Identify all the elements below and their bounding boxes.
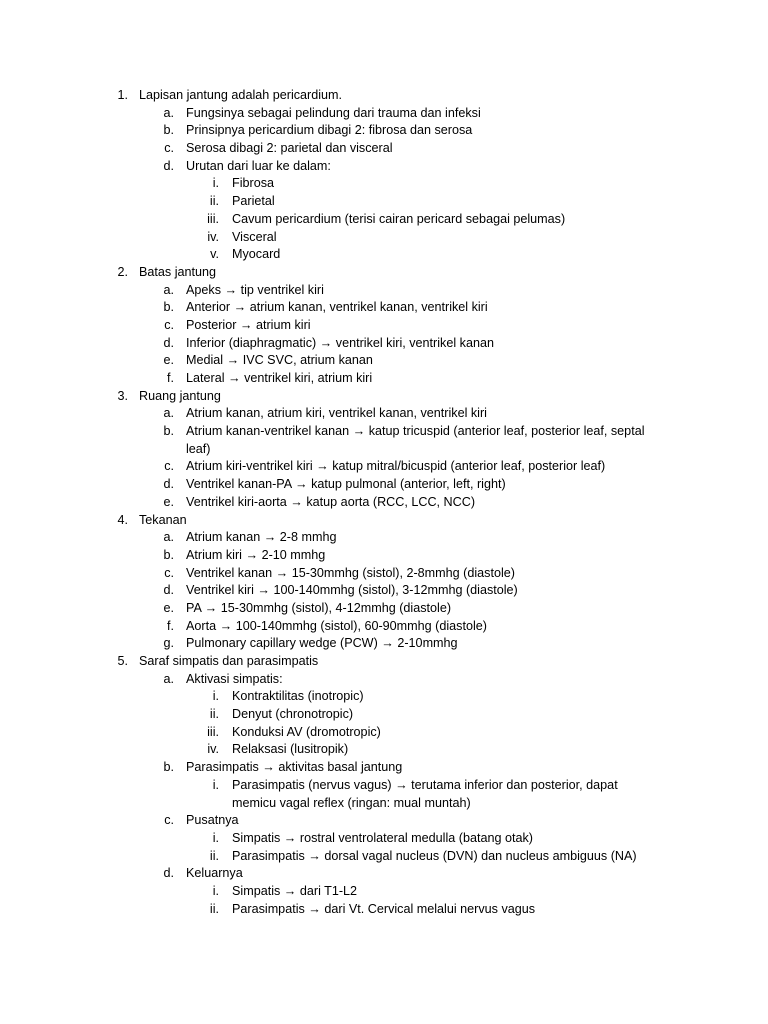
list-item-text: Myocard xyxy=(232,247,281,262)
list-marker: c. xyxy=(164,565,174,580)
list-item-text: Prinsipnya pericardium dibagi 2: fibrosa dan serosa xyxy=(186,123,473,138)
list-marker: d. xyxy=(163,477,174,492)
list-item-text: Ventrikel kanan → 15-30mmhg (sistol), 2-8mmhg (diastole) xyxy=(186,565,515,580)
list-item-text: Atrium kiri-ventrikel kiri → katup mitral/bicuspid (anterior leaf, posterior leaf) xyxy=(186,459,606,474)
list-item-text: Ruang jantung xyxy=(139,388,221,403)
list-marker: c. xyxy=(164,317,174,332)
list-item xyxy=(0,830,768,848)
list-marker: i. xyxy=(212,176,219,191)
list-marker: 2. xyxy=(117,264,128,279)
list-marker: b. xyxy=(163,547,174,562)
list-item-text: Lateral → ventrikel kiri, atrium kiri xyxy=(186,371,373,385)
list-item-text: Pusatnya xyxy=(186,813,239,828)
list-marker: iii. xyxy=(207,211,219,226)
list-item-text: Aorta → 100-140mmhg (sistol), 60-90mmhg (diastole) xyxy=(186,618,487,633)
list-marker: e. xyxy=(163,494,174,509)
list-item-text: Inferior (diaphragmatic) → ventrikel kiri, ventrikel kanan xyxy=(186,335,494,350)
list-item-text: Aktivasi simpatis: xyxy=(186,671,283,686)
list-item-text: Tekanan xyxy=(139,512,187,527)
list-item-text: Cavum pericardium (terisi cairan pericard sebagai pelumas) xyxy=(232,211,566,226)
list-item-text: Atrium kanan → 2-8 mmhg xyxy=(186,530,337,545)
list-item-text: Parasimpatis → dari Vt. Cervical melalui nervus vagus xyxy=(232,901,536,916)
list-item xyxy=(0,494,768,512)
list-marker: ii. xyxy=(209,901,219,916)
list-item xyxy=(0,175,768,193)
list-item xyxy=(0,229,768,247)
list-item xyxy=(0,883,768,901)
list-marker: ii. xyxy=(209,707,219,722)
list-item xyxy=(0,618,768,636)
list-marker: e. xyxy=(163,600,174,615)
list-item-text: Simpatis → rostral ventrolateral medulla (batang otak) xyxy=(232,830,533,845)
list-item-text: Saraf simpatis dan parasimpatis xyxy=(139,654,319,668)
list-item xyxy=(0,352,768,370)
list-marker: f. xyxy=(167,371,174,385)
list-marker: 4. xyxy=(117,512,128,527)
list-item-text: PA → 15-30mmhg (sistol), 4-12mmhg (diastole) xyxy=(186,600,452,615)
list-marker: b. xyxy=(163,424,174,439)
list-item-text: memicu vagal reflex (ringan: mual muntah) xyxy=(232,795,471,810)
list-item xyxy=(0,476,768,494)
list-item-text: leaf) xyxy=(186,441,211,456)
list-item xyxy=(0,865,768,883)
section-heading xyxy=(0,87,768,105)
list-item-text: Urutan dari luar ke dalam: xyxy=(186,158,331,173)
list-marker: b. xyxy=(163,123,174,138)
list-item-text: Atrium kanan, atrium kiri, ventrikel kanan, ventrikel kiri xyxy=(186,406,487,421)
list-item-text: Denyut (chronotropic) xyxy=(232,707,354,722)
section-heading xyxy=(0,388,768,406)
list-marker: c. xyxy=(164,141,174,156)
list-item xyxy=(0,724,768,742)
list-item xyxy=(0,759,768,777)
list-marker: d. xyxy=(163,335,174,350)
list-item-text: Lapisan jantung adalah pericardium. xyxy=(139,88,343,102)
list-item xyxy=(0,122,768,140)
list-marker: iv. xyxy=(207,229,219,244)
list-item xyxy=(0,405,768,423)
list-item-text: Visceral xyxy=(232,229,277,244)
list-item xyxy=(0,741,768,759)
list-item-text: Atrium kanan-ventrikel kanan → katup tricuspid (anterior leaf, posterior leaf, septal xyxy=(186,424,645,439)
list-marker: 1. xyxy=(117,88,128,102)
list-marker: i. xyxy=(212,777,219,792)
list-item-text: Pulmonary capillary wedge (PCW) → 2-10mmhg xyxy=(186,636,458,651)
list-marker: b. xyxy=(163,760,174,775)
list-item xyxy=(0,777,768,795)
list-item-text: Batas jantung xyxy=(139,264,217,279)
list-marker: a. xyxy=(163,671,174,686)
list-marker: a. xyxy=(163,282,174,297)
list-item-text: Konduksi AV (dromotropic) xyxy=(232,724,381,739)
list-item-text: Apeks → tip ventrikel kiri xyxy=(186,282,324,297)
list-item xyxy=(0,688,768,706)
list-item xyxy=(0,600,768,618)
list-marker: i. xyxy=(212,689,219,704)
list-item xyxy=(0,441,768,459)
list-item-text: Atrium kiri → 2-10 mmhg xyxy=(186,547,326,562)
list-item xyxy=(0,458,768,476)
list-item xyxy=(0,105,768,123)
list-item xyxy=(0,317,768,335)
list-item-text: Anterior → atrium kanan, ventrikel kanan, ventrikel kiri xyxy=(186,300,488,315)
list-item-text: Parasimpatis (nervus vagus) → terutama inferior dan posterior, dapat xyxy=(232,777,618,792)
list-item-text: Kontraktilitas (inotropic) xyxy=(232,689,364,704)
section-heading xyxy=(0,264,768,282)
list-item-text: Parietal xyxy=(232,194,275,209)
list-marker: 3. xyxy=(117,388,128,403)
list-item xyxy=(0,158,768,176)
list-item-text: Fibrosa xyxy=(232,176,274,191)
list-item-text: Relaksasi (lusitropik) xyxy=(232,742,349,757)
list-marker: e. xyxy=(163,353,174,368)
list-marker: b. xyxy=(163,300,174,315)
list-item xyxy=(0,547,768,565)
list-item xyxy=(0,565,768,583)
list-item xyxy=(0,211,768,229)
list-item-text: Parasimpatis → aktivitas basal jantung xyxy=(186,760,403,775)
list-item-text: Serosa dibagi 2: parietal dan visceral xyxy=(186,141,393,156)
list-item-text: Ventrikel kanan-PA → katup pulmonal (anterior, left, right) xyxy=(186,477,506,492)
list-marker: 5. xyxy=(117,654,128,668)
list-item xyxy=(0,282,768,300)
list-marker: v. xyxy=(210,247,219,262)
list-item-text: Posterior → atrium kiri xyxy=(186,317,311,332)
list-marker: iv. xyxy=(207,742,219,757)
list-item xyxy=(0,671,768,689)
list-marker: d. xyxy=(163,866,174,881)
list-marker: a. xyxy=(163,530,174,545)
list-marker: a. xyxy=(163,105,174,120)
list-marker: c. xyxy=(164,459,174,474)
list-item-text: Ventrikel kiri → 100-140mmhg (sistol), 3-12mmhg (diastole) xyxy=(186,583,518,598)
list-item-text: Fungsinya sebagai pelindung dari trauma dan infeksi xyxy=(186,105,481,120)
list-item xyxy=(0,335,768,353)
list-item xyxy=(0,423,768,441)
list-marker: f. xyxy=(167,618,174,633)
list-item xyxy=(0,635,768,653)
list-item-text: Keluarnya xyxy=(186,866,243,881)
list-item-text: Parasimpatis → dorsal vagal nucleus (DVN) dan nucleus ambiguus (NA) xyxy=(232,848,637,863)
list-item xyxy=(0,848,768,866)
list-marker: ii. xyxy=(209,194,219,209)
list-item xyxy=(0,246,768,264)
list-marker: g. xyxy=(163,636,174,651)
section-heading xyxy=(0,512,768,530)
list-item xyxy=(0,795,768,813)
list-marker: i. xyxy=(212,883,219,898)
list-marker: ii. xyxy=(209,848,219,863)
section-heading xyxy=(0,653,768,671)
list-item-text: Simpatis → dari T1-L2 xyxy=(232,883,358,898)
list-item xyxy=(0,370,768,388)
list-item-text: Medial → IVC SVC, atrium kanan xyxy=(186,353,373,368)
list-marker: d. xyxy=(163,158,174,173)
list-item xyxy=(0,140,768,158)
list-item xyxy=(0,299,768,317)
list-item xyxy=(0,812,768,830)
list-item xyxy=(0,193,768,211)
list-marker: i. xyxy=(212,830,219,845)
outline-list xyxy=(0,87,768,918)
list-item xyxy=(0,706,768,724)
list-marker: c. xyxy=(164,813,174,828)
list-item-text: Ventrikel kiri-aorta → katup aorta (RCC, LCC, NCC) xyxy=(186,494,476,509)
list-item xyxy=(0,582,768,600)
list-item xyxy=(0,901,768,919)
list-marker: a. xyxy=(163,406,174,421)
list-marker: d. xyxy=(163,583,174,598)
list-item xyxy=(0,529,768,547)
list-marker: iii. xyxy=(207,724,219,739)
